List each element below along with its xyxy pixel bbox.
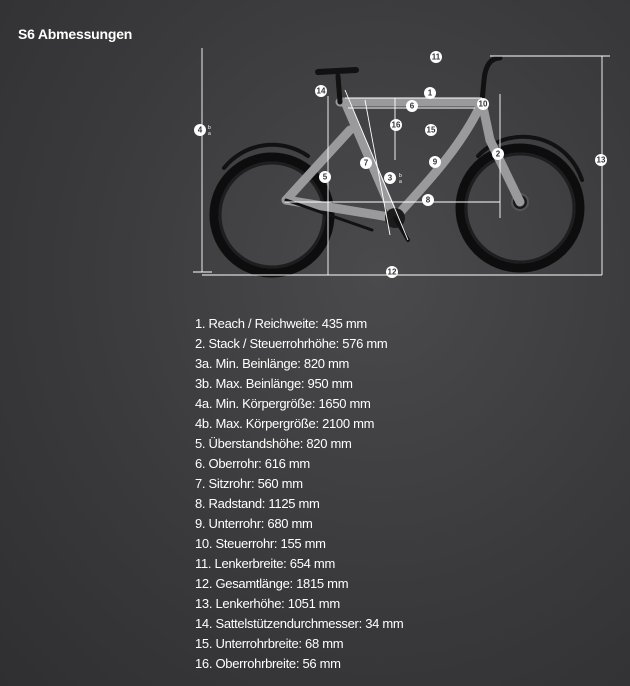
svg-text:6: 6 bbox=[409, 101, 415, 111]
saddle bbox=[318, 70, 356, 72]
dimension-item: 12. Gesamtlänge: 1815 mm bbox=[195, 576, 349, 591]
dimension-item: 14. Sattelstützendurchmesser: 34 mm bbox=[195, 616, 404, 631]
badge-4 bbox=[194, 124, 206, 136]
dimension-item: 1. Reach / Reichweite: 435 mm bbox=[195, 316, 367, 331]
dimension-item: 2. Stack / Steuerrohrhöhe: 576 mm bbox=[195, 336, 388, 351]
svg-text:9: 9 bbox=[432, 157, 438, 167]
svg-text:11: 11 bbox=[431, 52, 441, 62]
dimension-item: 3a. Min. Beinlänge: 820 mm bbox=[195, 356, 350, 371]
svg-text:13: 13 bbox=[596, 155, 606, 165]
dimension-item: 11. Lenkerbreite: 654 mm bbox=[195, 556, 335, 571]
badge-5 bbox=[319, 171, 331, 183]
dimension-item: 9. Unterrohr: 680 mm bbox=[195, 516, 313, 531]
label-4b: b bbox=[208, 125, 211, 131]
svg-text:12: 12 bbox=[387, 267, 397, 277]
page-title: S6 Abmessungen bbox=[18, 26, 133, 42]
label-3b: b bbox=[399, 173, 402, 179]
front-wheel bbox=[460, 148, 580, 268]
dimension-item: 4a. Min. Körpergröße: 1650 mm bbox=[195, 396, 371, 411]
badge-16 bbox=[390, 119, 402, 131]
svg-text:16: 16 bbox=[391, 120, 401, 130]
svg-text:5: 5 bbox=[322, 172, 328, 182]
svg-text:3: 3 bbox=[387, 173, 393, 183]
badge-1 bbox=[424, 87, 436, 99]
badge-12 bbox=[386, 266, 398, 278]
dimension-item: 13. Lenkerhöhe: 1051 mm bbox=[195, 596, 340, 611]
dimension-item: 16. Oberrohrbreite: 56 mm bbox=[195, 656, 341, 671]
badge-15 bbox=[425, 124, 437, 136]
badge-14 bbox=[315, 85, 327, 97]
dimension-item: 8. Radstand: 1125 mm bbox=[195, 496, 320, 511]
dimension-item: 6. Oberrohr: 616 mm bbox=[195, 456, 310, 471]
dimensions-list bbox=[195, 314, 403, 674]
dimension-item: 3b. Max. Beinlänge: 950 mm bbox=[195, 376, 353, 391]
svg-text:7: 7 bbox=[363, 158, 369, 168]
badge-8 bbox=[422, 194, 434, 206]
handlebar bbox=[482, 58, 500, 102]
badge-11 bbox=[430, 51, 442, 63]
badge-10 bbox=[477, 98, 489, 110]
svg-text:14: 14 bbox=[316, 86, 326, 96]
badge-13 bbox=[595, 154, 607, 166]
svg-text:15: 15 bbox=[426, 125, 436, 135]
dimension-item: 5. Überstandshöhe: 820 mm bbox=[195, 436, 352, 451]
dimension-item: 7. Sitzrohr: 560 mm bbox=[195, 476, 303, 491]
svg-text:10: 10 bbox=[478, 99, 488, 109]
dimension-item: 4b. Max. Körpergröße: 2100 mm bbox=[195, 416, 375, 431]
svg-text:4: 4 bbox=[197, 125, 203, 135]
seat-post bbox=[338, 76, 340, 102]
badge-7 bbox=[360, 157, 372, 169]
badge-9 bbox=[429, 156, 441, 168]
badge-2 bbox=[492, 148, 504, 160]
badge-6 bbox=[406, 100, 418, 112]
svg-text:2: 2 bbox=[495, 149, 501, 159]
badge-3 bbox=[384, 172, 396, 184]
dimension-item: 10. Steuerrohr: 155 mm bbox=[195, 536, 326, 551]
svg-text:8: 8 bbox=[425, 195, 431, 205]
label-3a: a bbox=[399, 179, 402, 185]
label-4a: a bbox=[208, 131, 211, 137]
svg-text:1: 1 bbox=[427, 88, 433, 98]
dimension-item: 15. Unterrohrbreite: 68 mm bbox=[195, 636, 344, 651]
bike-geometry-diagram bbox=[190, 40, 620, 285]
